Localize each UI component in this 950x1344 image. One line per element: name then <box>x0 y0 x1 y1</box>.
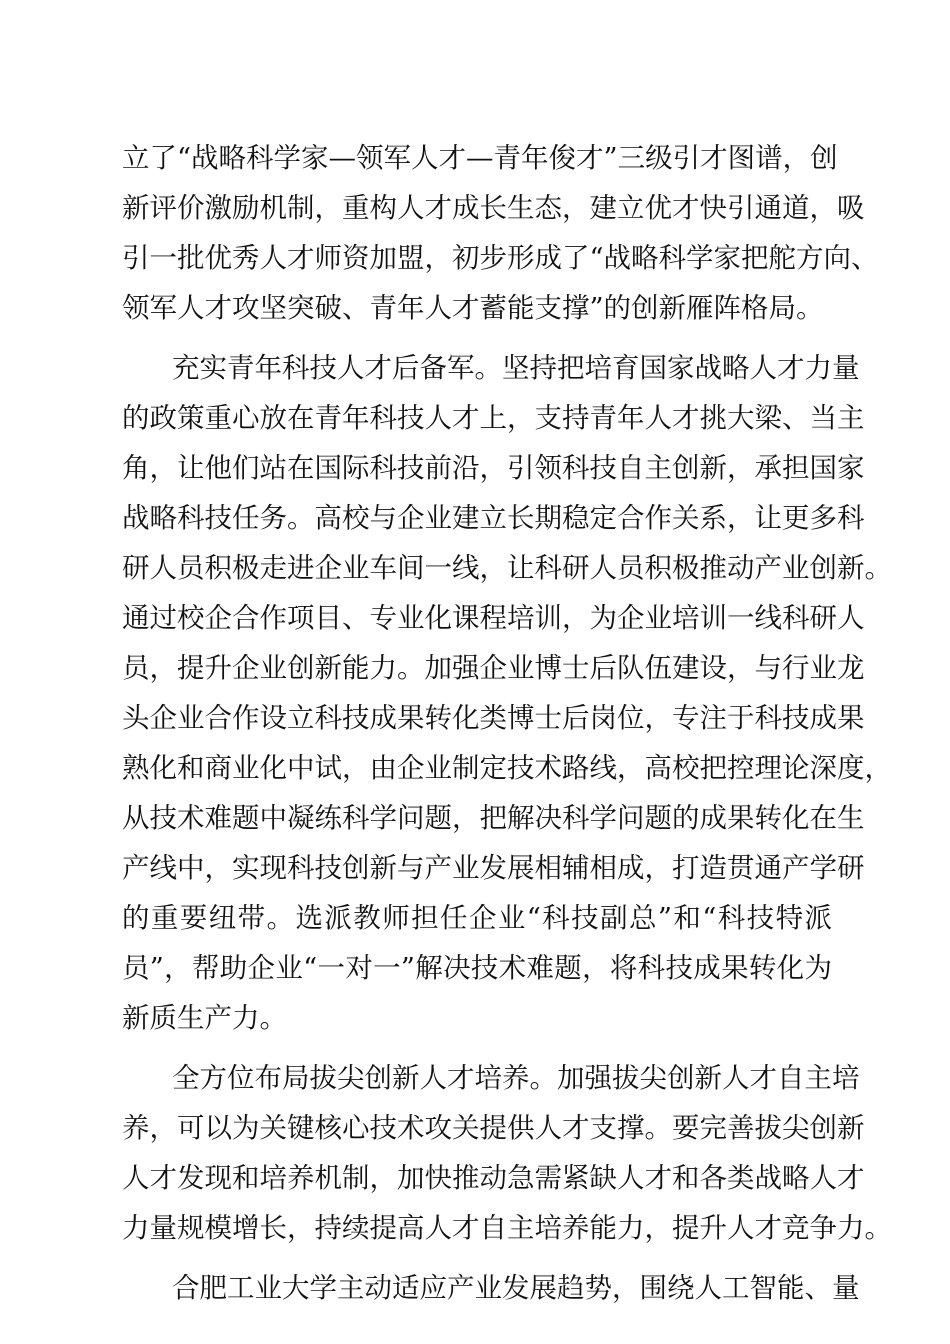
text-line: 力量规模增长，持续提高人才自主培养能力，提升人才竞争力。 <box>122 1212 892 1244</box>
text-line: 养，可以为关键核心技术攻关提供人才支撑。要完善拔尖创新 <box>122 1112 865 1144</box>
text-line: 研人员积极走进企业车间一线，让科研人员积极推动产业创新。 <box>122 552 892 584</box>
paragraph-first-line: 合肥工业大学主动适应产业发展趋势，围绕人工智能、量 <box>172 1272 860 1304</box>
text-line: 引一批优秀人才师资加盟，初步形成了“战略科学家把舵方向、 <box>122 242 879 274</box>
text-line: 通过校企合作项目、专业化课程培训，为企业培训一线科研人 <box>122 602 865 634</box>
text-line: 员”，帮助企业“一对一”解决技术难题，将科技成果转化为 <box>122 952 832 984</box>
text-line: 领军人才攻坚突破、青年人才蓄能支撑”的创新雁阵格局。 <box>122 292 824 324</box>
paragraph-heading-line: 全方位布局拔尖创新人才培养。加强拔尖创新人才自主培 <box>172 1062 860 1094</box>
text-line: 员，提升企业创新能力。加强企业博士后队伍建设，与行业龙 <box>122 652 865 684</box>
text-line: 的政策重心放在青年科技人才上，支持青年人才挑大梁、当主 <box>122 402 865 434</box>
text-line: 头企业合作设立科技成果转化类博士后岗位，专注于科技成果 <box>122 702 865 734</box>
text-line: 熟化和商业化中试，由企业制定技术路线，高校把控理论深度， <box>122 752 892 784</box>
text-line: 战略科技任务。高校与企业建立长期稳定合作关系，让更多科 <box>122 502 865 534</box>
text-line: 从技术难题中凝练科学问题，把解决科学问题的成果转化在生 <box>122 802 865 834</box>
text-line: 新评价激励机制，重构人才成长生态，建立优才快引通道，吸 <box>122 192 865 224</box>
text-line: 角，让他们站在国际科技前沿，引领科技自主创新，承担国家 <box>122 452 865 484</box>
text-line: 新质生产力。 <box>122 1002 287 1034</box>
text-line: 产线中，实现科技创新与产业发展相辅相成，打造贯通产学研 <box>122 852 865 884</box>
paragraph-heading-line: 充实青年科技人才后备军。坚持把培育国家战略人才力量 <box>172 352 860 384</box>
text-line: 的重要纽带。选派教师担任企业“科技副总”和“科技特派 <box>122 902 832 934</box>
text-line: 人才发现和培养机制，加快推动急需紧缺人才和各类战略人才 <box>122 1162 865 1194</box>
text-line: 立了“战略科学家—领军人才—青年俊才”三级引才图谱，创 <box>122 142 838 174</box>
